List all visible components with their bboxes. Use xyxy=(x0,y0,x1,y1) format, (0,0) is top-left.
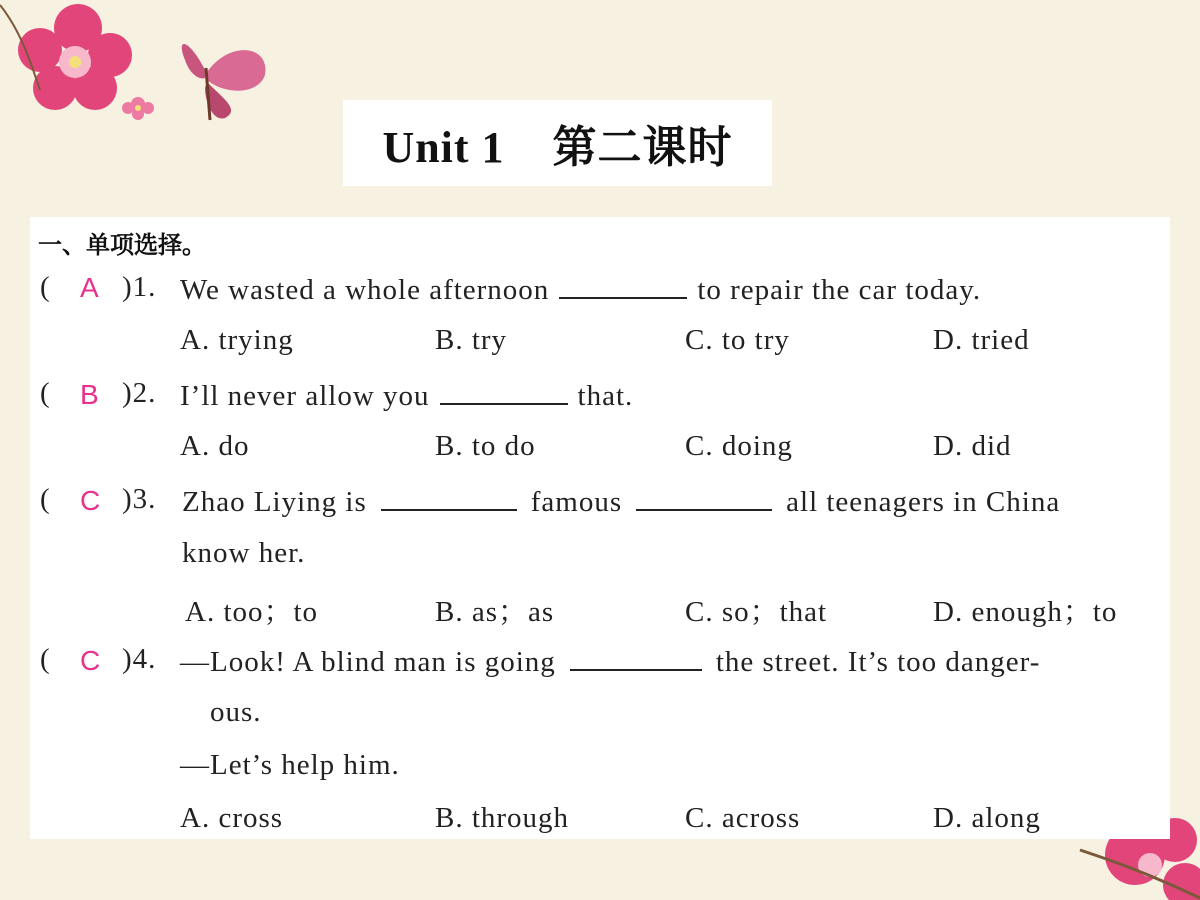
option-b: B. try xyxy=(435,324,508,356)
answer-2: B xyxy=(80,379,99,410)
paren-open: ( xyxy=(40,271,51,303)
option-d: D. enough；to xyxy=(933,596,1118,628)
answer-1: A xyxy=(80,272,99,303)
small-blossom-icon xyxy=(122,97,154,120)
answer-blank xyxy=(559,271,687,299)
question-stem xyxy=(180,271,981,307)
stem-text: famous xyxy=(530,486,623,518)
paren-open: ( xyxy=(40,643,51,675)
option-d: D. tried xyxy=(933,324,1030,356)
section-title: 一、单项选择。 xyxy=(38,231,206,259)
question-number: )4. xyxy=(122,643,157,675)
option-c: C. across xyxy=(685,802,801,834)
exercise-panel xyxy=(30,217,1170,839)
option-a: A. too；to xyxy=(185,596,319,628)
option-c: C. to try xyxy=(685,324,790,356)
answer-blank xyxy=(440,377,568,405)
flower-icon xyxy=(18,4,132,110)
stem-text: I’ll never allow you xyxy=(180,380,430,412)
question-stem xyxy=(180,377,633,413)
option-c: C. so；that xyxy=(685,596,828,628)
stem-text: that. xyxy=(577,380,634,412)
title-box xyxy=(343,100,772,186)
question-number: )2. xyxy=(122,377,157,409)
answer-3: C xyxy=(80,485,101,516)
option-c: C. doing xyxy=(685,430,793,462)
page-title: Unit 1 第二课时 xyxy=(382,123,733,172)
question-stem xyxy=(180,643,1040,679)
option-a: A. cross xyxy=(180,802,284,834)
option-a: A. trying xyxy=(180,324,294,356)
option-a: A. do xyxy=(180,430,250,462)
answer-blank xyxy=(570,643,702,671)
answer-blank xyxy=(381,483,517,511)
option-d: D. did xyxy=(933,430,1012,462)
option-d: D. along xyxy=(933,802,1041,834)
option-b: B. through xyxy=(435,802,570,834)
stem-text: to repair the car today. xyxy=(697,274,982,306)
dialogue-reply: —Let’s help him. xyxy=(180,749,400,781)
question-stem xyxy=(182,483,1060,519)
stem-text: the street. It’s too danger- xyxy=(715,646,1041,678)
answer-blank xyxy=(636,483,772,511)
butterfly-icon xyxy=(182,44,266,120)
paren-open: ( xyxy=(40,377,51,409)
answer-4: C xyxy=(80,645,101,676)
blossom-butterfly-decoration xyxy=(0,0,300,150)
stem-continuation: know her. xyxy=(182,537,306,569)
stem-continuation: ous. xyxy=(210,696,262,728)
stem-text: We wasted a whole afternoon xyxy=(180,274,550,306)
option-b: B. as；as xyxy=(435,596,555,628)
stem-text: all teenagers in China xyxy=(786,486,1061,518)
paren-open: ( xyxy=(40,483,51,515)
question-number: )1. xyxy=(122,271,157,303)
stem-text: Zhao Liying is xyxy=(182,486,367,518)
option-b: B. to do xyxy=(435,430,536,462)
question-number: )3. xyxy=(122,483,157,515)
stem-text: —Look! A blind man is going xyxy=(180,646,556,678)
